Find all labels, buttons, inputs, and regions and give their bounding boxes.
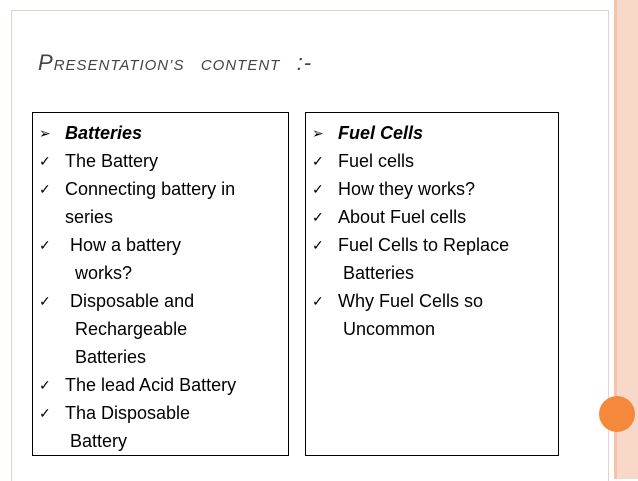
check-bullet-icon: ✓ [312, 237, 324, 253]
list-item [33, 231, 288, 259]
check-bullet-icon: ✓ [312, 181, 324, 197]
title-first-word: RESENTATION [53, 57, 170, 74]
title-possessive-s: S [173, 57, 185, 74]
list-item-text: Connecting battery in [65, 179, 236, 199]
arrow-bullet-icon: ➢ [312, 125, 324, 141]
list-item [306, 259, 558, 287]
check-bullet-icon: ✓ [312, 293, 324, 309]
list-item [33, 343, 288, 371]
list-item-text: Rechargeable [65, 319, 188, 339]
title-suffix: :- [296, 50, 313, 75]
list-item-text: How they works? [338, 179, 476, 199]
list-item [306, 231, 558, 259]
batteries-column [32, 112, 289, 456]
check-bullet-icon: ✓ [312, 153, 324, 169]
list-item-text: The lead Acid Battery [65, 375, 237, 395]
list-item-text: Batteries [338, 263, 415, 283]
check-bullet-icon: ✓ [39, 293, 51, 309]
list-item-text: The Battery [65, 151, 159, 171]
list-item [306, 175, 558, 203]
list-item-text: Disposable and [65, 291, 195, 311]
list-item [306, 203, 558, 231]
check-bullet-icon: ✓ [39, 405, 51, 421]
list-item-text: Batteries [65, 123, 143, 143]
check-bullet-icon: ✓ [39, 237, 51, 253]
list-item [33, 371, 288, 399]
list-item-text: works? [65, 263, 133, 283]
list-item-text: Battery [65, 431, 128, 451]
list-item-text: Fuel cells [338, 151, 415, 171]
slide-title [38, 50, 312, 76]
batteries-list [33, 113, 288, 455]
check-bullet-icon: ✓ [39, 181, 51, 197]
title-second-word: CONTENT [200, 57, 281, 74]
list-item [33, 287, 288, 315]
title-apostrophe: ’ [169, 57, 174, 74]
list-item [306, 147, 558, 175]
list-item-text: About Fuel cells [338, 207, 467, 227]
list-item-text: Fuel Cells to Replace [338, 235, 510, 255]
list-item [306, 287, 558, 315]
list-item [306, 119, 558, 147]
list-item [306, 315, 558, 343]
check-bullet-icon: ✓ [39, 377, 51, 393]
list-item-text: series [65, 207, 114, 227]
check-bullet-icon: ✓ [312, 209, 324, 225]
list-item [33, 315, 288, 343]
list-item [33, 259, 288, 287]
fuel-cells-column [305, 112, 559, 456]
list-item-text: Batteries [65, 347, 147, 367]
list-item-text: Fuel Cells [338, 123, 424, 143]
list-item-text: Uncommon [338, 319, 436, 339]
list-item-text: Tha Disposable [65, 403, 191, 423]
list-item-text: How a battery [65, 235, 182, 255]
list-item [33, 119, 288, 147]
accent-circle [599, 396, 635, 432]
list-item [33, 427, 288, 455]
fuel-cells-list [306, 113, 558, 343]
check-bullet-icon: ✓ [39, 153, 51, 169]
list-item [33, 203, 288, 231]
list-item [33, 175, 288, 203]
list-item [33, 399, 288, 427]
list-item [33, 147, 288, 175]
title-first-letter: P [38, 50, 54, 75]
arrow-bullet-icon: ➢ [39, 125, 51, 141]
list-item-text: Why Fuel Cells so [338, 291, 484, 311]
